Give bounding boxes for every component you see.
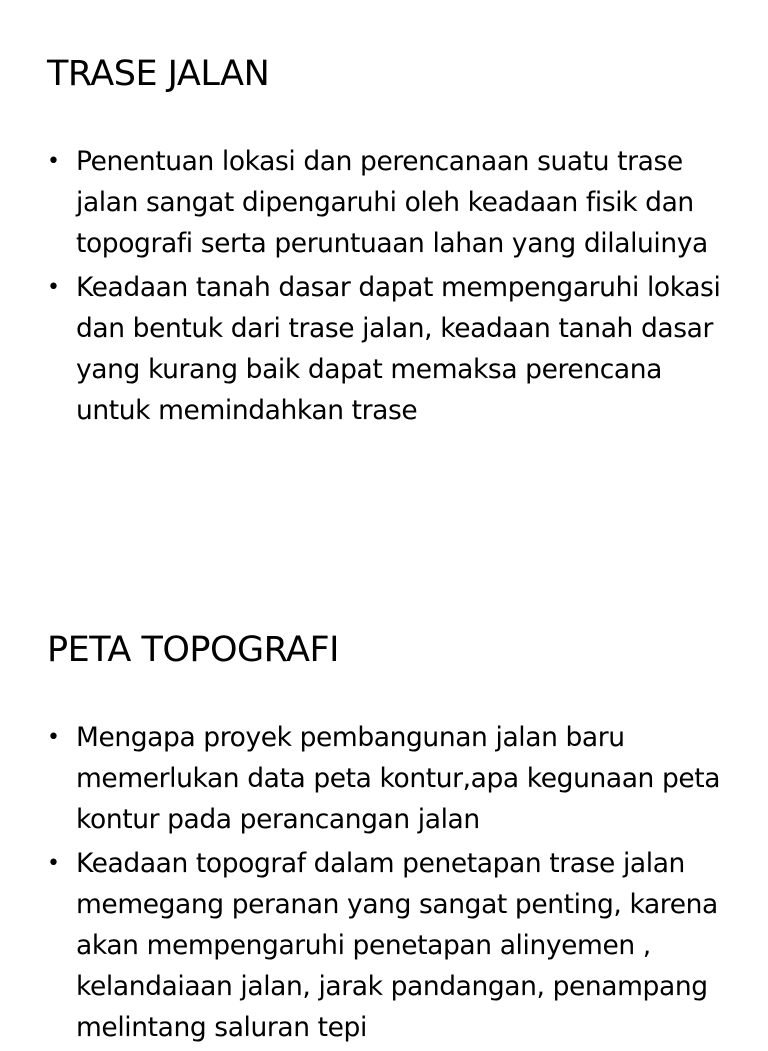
bullet-icon: • xyxy=(47,725,60,750)
slide-peta-topografi xyxy=(0,560,768,1043)
bullet-item xyxy=(47,141,737,264)
bullet-list xyxy=(47,141,737,434)
bullet-icon: • xyxy=(47,851,60,876)
bullet-item xyxy=(47,267,737,431)
bullet-text: Penentuan lokasi dan perencanaan suatu trase jalan sangat dipengaruhi oleh keadaan fisik dan topografi serta peruntuaan lahan yang dilaluinya xyxy=(76,146,708,259)
slide-title: TRASE JALAN xyxy=(47,54,270,94)
bullet-icon: • xyxy=(47,149,60,174)
bullet-list xyxy=(47,717,737,1051)
bullet-icon: • xyxy=(47,275,60,300)
bullet-text: Mengapa proyek pembangunan jalan baru memerlukan data peta kontur,apa kegunaan peta kontur pada perancangan jalan xyxy=(76,722,721,835)
slide-title: PETA TOPOGRAFI xyxy=(47,630,339,670)
bullet-item xyxy=(47,717,737,840)
bullet-text: Keadaan tanah dasar dapat mempengaruhi lokasi dan bentuk dari trase jalan, keadaan tanah dasar yang kurang baik dapat memaksa perencana untuk memindahkan trase xyxy=(76,272,721,426)
bullet-text: Keadaan topograf dalam penetapan trase jalan memegang peranan yang sangat penting, karena akan mempengaruhi penetapan alinyemen , kelandaiaan jalan, jarak pandangan, penampang melintang saluran tepi xyxy=(76,848,718,1043)
bullet-item xyxy=(47,843,737,1048)
